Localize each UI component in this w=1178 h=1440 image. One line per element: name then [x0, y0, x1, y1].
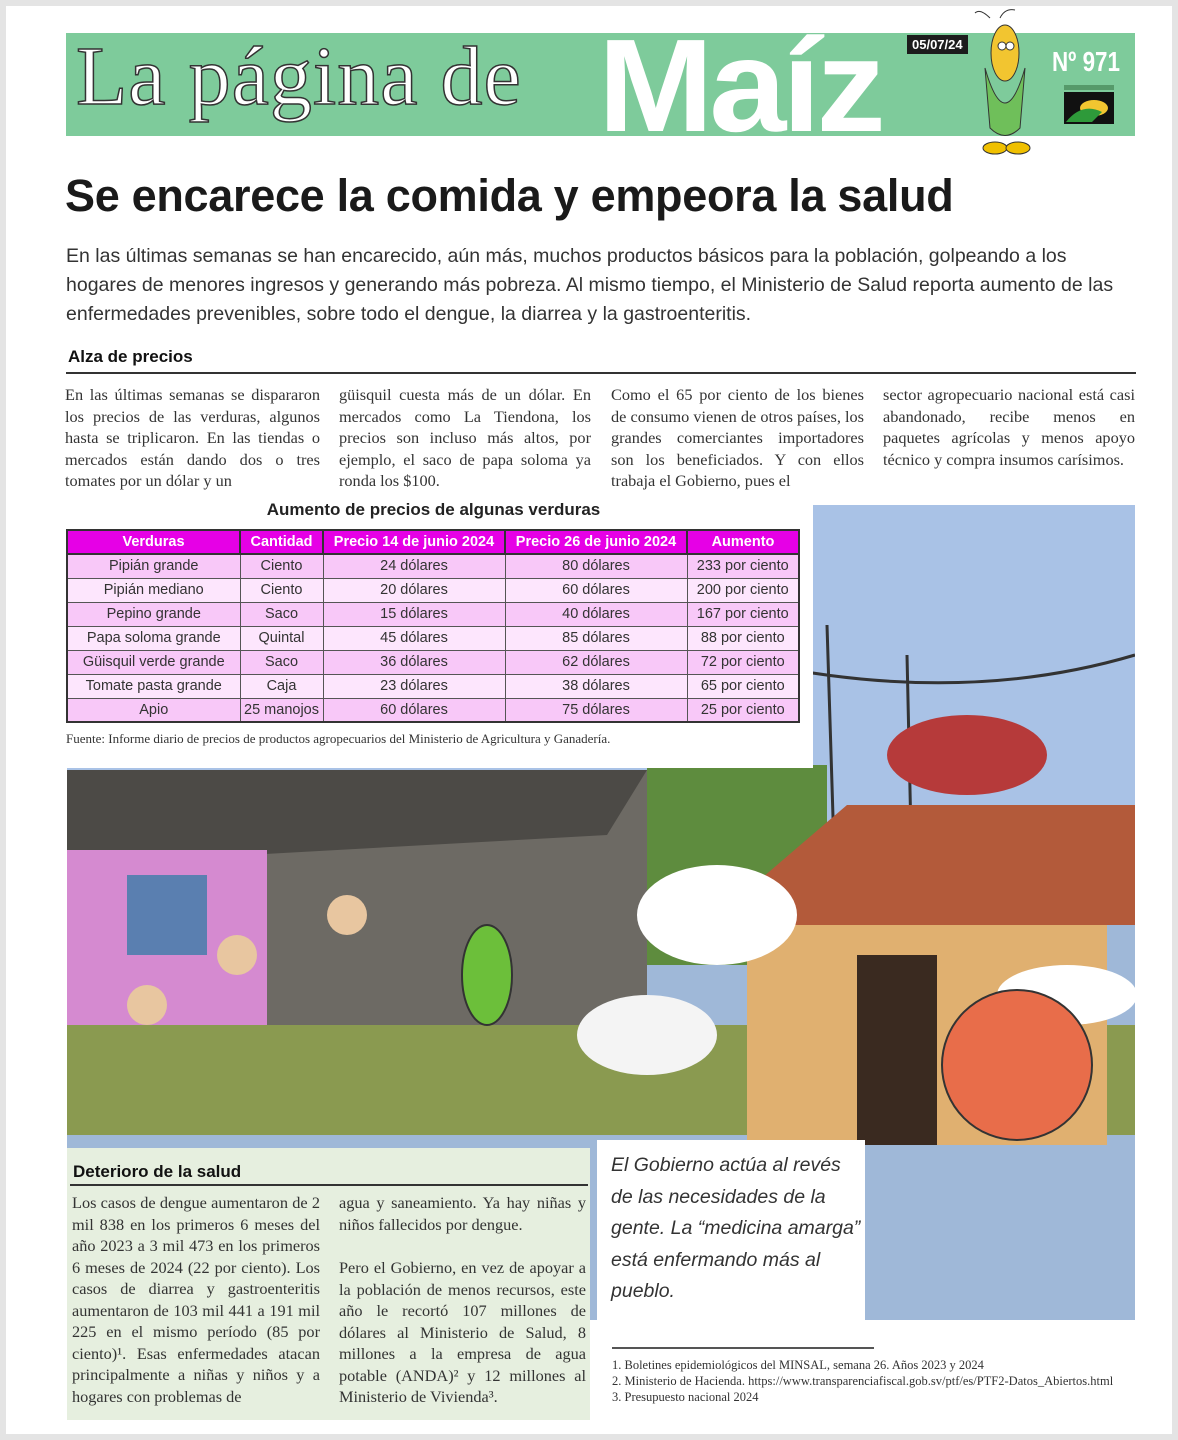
alza-column-3: Como el 65 por ciento de los bienes de consumo vienen de otros países, los grandes comerciantes importadores son los beneficiados. Y con ellos trabaja el Gobierno, pues el	[611, 385, 864, 490]
col-header: Precio 14 de junio 2024	[323, 530, 505, 554]
table-cell: Güisquil verde grande	[67, 650, 240, 674]
table-cell: 38 dólares	[505, 674, 687, 698]
salud-column-1: Los casos de dengue aumentaron de 2 mil 838 en los primeros 6 meses del año 2023 a 3 mil 473 en los primeros 6 meses de 2024 (22 por ciento). Los casos de diarrea y gastroenteritis aumentaron de 103 mil 441 a 191 mil 225 en el mismo período (85 por ciento)¹. Esas enfermedades atacan principalmente a niñas y niños y a hogares con problemas de	[72, 1193, 320, 1406]
table-cell: 167 por ciento	[687, 602, 799, 626]
table-cell: 45 dólares	[323, 626, 505, 650]
table-row	[67, 626, 799, 650]
table-cell: Tomate pasta grande	[67, 674, 240, 698]
table-cell: Saco	[240, 650, 323, 674]
issue-date: 05/07/24	[907, 35, 968, 54]
table-cell: 60 dólares	[505, 578, 687, 602]
corn-mascot-icon	[950, 8, 1040, 158]
table-cell: Pipián grande	[67, 554, 240, 578]
price-table	[66, 529, 800, 723]
alza-column-2: güisquil cuesta más de un dólar. En mercados como La Tiendona, los precios son incluso más altos, por ejemplo, el saco de papa soloma ya ronda los $100.	[339, 385, 591, 490]
alza-column-4: sector agropecuario nacional está casi abandonado, recibe menos en paquetes agrícolas y menos apoyo técnico y compra insumos carísimos.	[883, 385, 1135, 469]
table-cell: 85 dólares	[505, 626, 687, 650]
section-divider	[66, 372, 1136, 374]
table-row	[67, 578, 799, 602]
table-row	[67, 602, 799, 626]
pull-quote: El Gobierno actúa al revés de las necesidades de la gente. La “medicina amarga” está enfermando más al pueblo.	[611, 1154, 861, 1302]
table-cell: 233 por ciento	[687, 554, 799, 578]
col-header: Aumento	[687, 530, 799, 554]
table-cell: Saco	[240, 602, 323, 626]
table-cell: 15 dólares	[323, 602, 505, 626]
table-row	[67, 674, 799, 698]
table-cell: 75 dólares	[505, 698, 687, 722]
table-cell: 80 dólares	[505, 554, 687, 578]
table-cell: 25 por ciento	[687, 698, 799, 722]
headline: Se encarece la comida y empeora la salud	[65, 170, 954, 221]
table-cell: Ciento	[240, 578, 323, 602]
table-cell: Pepino grande	[67, 602, 240, 626]
footnote: 1. Boletines epidemiológicos del MINSAL, semana 26. Años 2023 y 2024	[612, 1358, 984, 1372]
table-source: Fuente: Informe diario de precios de productos agropecuarios del Ministerio de Agricultura y Ganadería.	[66, 731, 611, 746]
table-cell: 60 dólares	[323, 698, 505, 722]
issue-number: Nº 971	[1052, 46, 1120, 77]
table-cell: Apio	[67, 698, 240, 722]
table-cell: 36 dólares	[323, 650, 505, 674]
table-cell: 25 manojos	[240, 698, 323, 722]
table-cell: Quintal	[240, 626, 323, 650]
masthead-pretitle: La página de	[76, 30, 522, 123]
table-row	[67, 554, 799, 578]
table-cell: 23 dólares	[323, 674, 505, 698]
footnotes	[612, 1357, 1137, 1405]
table-cell: 24 dólares	[323, 554, 505, 578]
lead-paragraph: En las últimas semanas se han encarecido, aún más, muchos productos básicos para la población, golpeando a los hogares de menores ingresos y generando más pobreza. Al mismo tiempo, el Ministerio de Salud reporta aumento de las enfermedades prevenibles, sobre todo el dengue, la diarrea y la gastroenteritis.	[66, 245, 1114, 325]
section-divider	[70, 1184, 588, 1186]
col-header: Precio 26 de junio 2024	[505, 530, 687, 554]
footnote: 2. Ministerio de Hacienda. https://www.transparenciafiscal.gob.sv/ptf/es/PTF2-Datos_Abiertos.html	[612, 1374, 1114, 1388]
table-cell: Papa soloma grande	[67, 626, 240, 650]
table-cell: Caja	[240, 674, 323, 698]
table-cell: 88 por ciento	[687, 626, 799, 650]
section-heading-alza: Alza de precios	[68, 347, 193, 366]
alza-column-1: En las últimas semanas se dispararon los precios de las verduras, algunos hasta se triplicaron. En las tiendas o mercados están dando dos o tres tomates por un dólar y un	[65, 385, 320, 490]
col-header: Verduras	[67, 530, 240, 554]
table-row	[67, 650, 799, 674]
table-title: Aumento de precios de algunas verduras	[266, 500, 601, 519]
table-cell: 200 por ciento	[687, 578, 799, 602]
table-row	[67, 698, 799, 722]
section-heading-salud: Deterioro de la salud	[73, 1162, 242, 1181]
equipo-maiz-logo-icon	[1052, 82, 1118, 134]
table-cell: Ciento	[240, 554, 323, 578]
col-header: Cantidad	[240, 530, 323, 554]
masthead-title: Maíz	[598, 12, 882, 159]
table-cell: 72 por ciento	[687, 650, 799, 674]
footnote-divider	[612, 1347, 874, 1349]
salud-column-2b: Pero el Gobierno, en vez de apoyar a la población de menos recursos, este año le recortó 107 millones de dólares al Ministerio de Salud, 8 millones a la empresa de agua potable (ANDA)² y 12 millones al Ministerio de Vivienda³.	[339, 1258, 586, 1406]
table-cell: 65 por ciento	[687, 674, 799, 698]
table-cell: Pipián mediano	[67, 578, 240, 602]
salud-column-2a: agua y saneamiento. Ya hay niñas y niños fallecidos por dengue.	[339, 1193, 586, 1234]
table-cell: 40 dólares	[505, 602, 687, 626]
table-cell: 62 dólares	[505, 650, 687, 674]
footnote: 3. Presupuesto nacional 2024	[612, 1390, 759, 1404]
table-cell: 20 dólares	[323, 578, 505, 602]
